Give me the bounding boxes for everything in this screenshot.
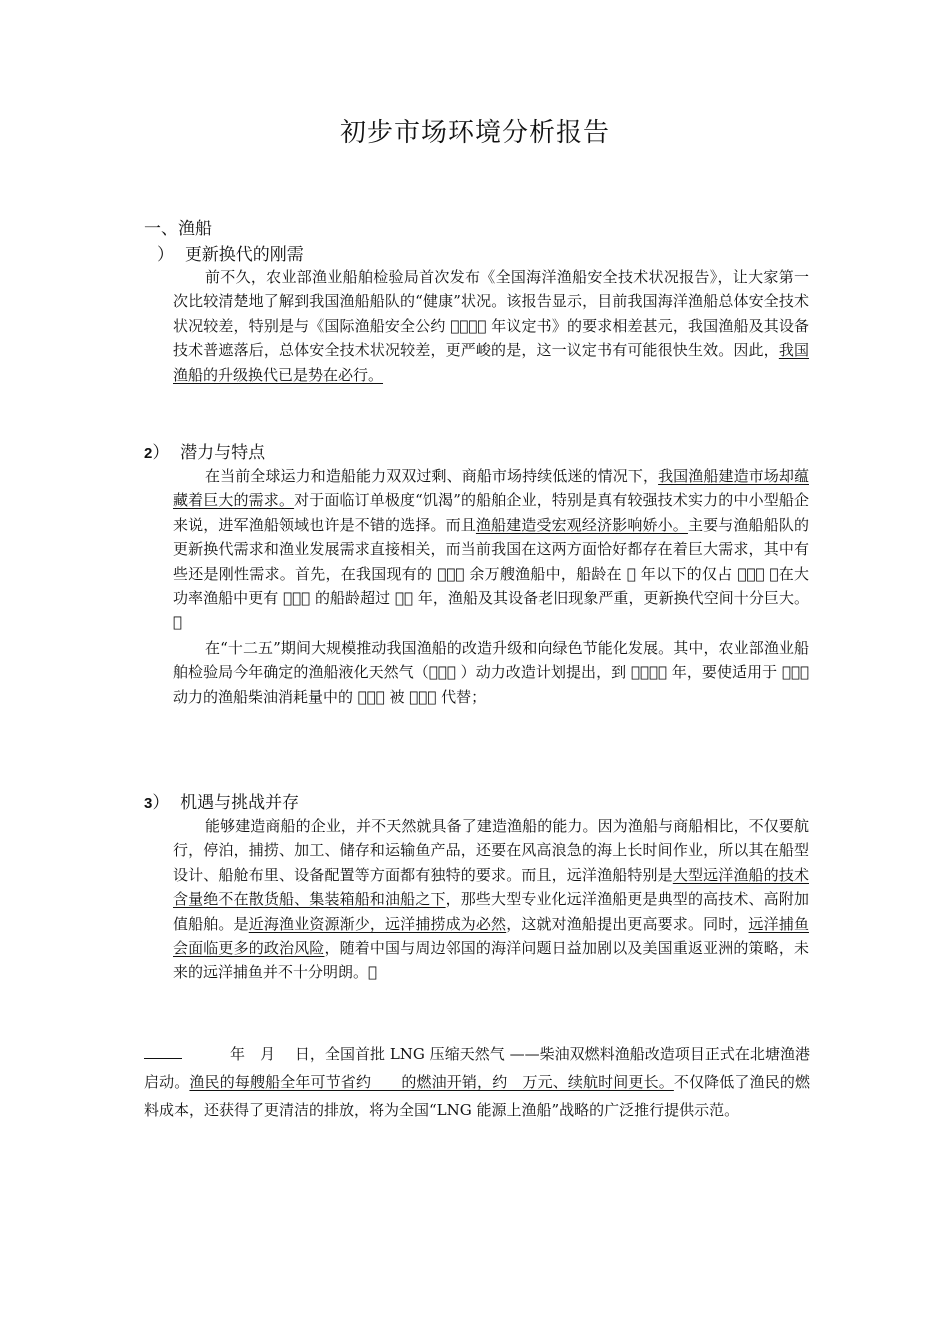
date-blank-line bbox=[144, 1043, 182, 1059]
subsection-3-paragraph bbox=[173, 814, 809, 985]
subsection-2-number: 2 bbox=[144, 445, 153, 462]
subsection-1-paragraph bbox=[173, 265, 809, 387]
subsection-1-heading bbox=[157, 240, 304, 265]
subsection-2-paragraph-2: 在“十二五”期间大规模推动我国渔船的改造升级和向绿色节能化发展。其中，农业部渔业船舶检验局今年确定的渔船液化天然气（￿￿￿ ）动力改造计划提出，到 ￿￿￿￿ 年，要使适用于 ￿￿￿ 动力的渔船柴油消耗量中的 ￿￿￿ 被 ￿￿￿ 代替； bbox=[173, 639, 809, 706]
underlined-text-run: 我国渔船建造市场却蕴藏着巨大的需求。 bbox=[173, 467, 809, 510]
section-heading-fishing-boats: 一、渔船 bbox=[144, 219, 212, 239]
underlined-text-run: 远洋捕鱼会面临更多的政治风险 bbox=[173, 914, 809, 958]
subsection-3-title: 机遇与挑战并存 bbox=[180, 793, 300, 813]
subsection-1-text: 前不久，农业部渔业船舶检验局首次发布《全国海洋渔船安全技术状况报告》，让大家第一次比较清楚地了解到我国渔船船队的“健康”状况。该报告显示，目前我国海洋渔船总体安全技术状况较差，特别是与《国际渔船安全公约 ￿￿￿￿ 年议定书》的要求相差甚元，我国渔船及其设备技术普遮落后，总体安全技术状况较差，更严峻的是，这一议定书有可能很快生效。因此， bbox=[173, 268, 809, 360]
page-title: 初步市场环境分析报告 bbox=[339, 118, 610, 148]
text-run: 对于面临订单极度“饥渴”的船舶企业，特别是真有较强技术实力的中小型船企来说，进军渔船领域也许是不错的选择。而且 bbox=[173, 491, 809, 534]
underlined-text-run: 渔船建造受宏观经济影响娇小。 bbox=[475, 515, 688, 534]
text-run: ，随着中国与周边邻国的海洋问题日益加剧以及美国重返亚洲的策略，未来的远洋捕鱼并不十分明朗。￿ bbox=[173, 939, 809, 982]
subsection-2-marker: ） bbox=[152, 443, 170, 463]
subsection-2-title: 潜力与特点 bbox=[180, 443, 266, 463]
text-run: 主要与渔船船队的更新换代需求和渔业发展需求直接相关，而当前我国在这两方面恰好都存在着巨大需求，其中有些还是刚性需求。首先，在我国现有的 ￿￿￿ 余万艘渔船中，船龄在 ￿ 年以下的仅占 ￿￿￿ ，在大功率渔船中更有 ￿￿￿ 的船龄超过 ￿￿ 年，渔船及其设备老旧现象严重，更新换代空间十分巨大。￿ bbox=[173, 515, 809, 632]
subsection-1-marker: ） bbox=[157, 245, 174, 265]
text-run: ，那些大型专业化远洋渔船更是典型的高技术、高附加值船舶。是 bbox=[173, 890, 809, 933]
subsection-2-paragraph-1 bbox=[173, 464, 809, 635]
underlined-text-run: 大型远洋渔船的技术含量绝不在散货船、集装箱船和油船之下 bbox=[173, 865, 809, 909]
subsection-1-underlined-text: 我国渔船的升级换代已是势在必行。 bbox=[173, 341, 809, 384]
underlined-text-run: 渔民的每艘船全年可节省约 的燃油开销，约 万元、续航时间更长。 bbox=[189, 1073, 674, 1091]
footer-paragraph bbox=[144, 1040, 810, 1124]
text-run: 不仅降低了渔民的燃料成本，还获得了更清洁的排放，将为全国“LNG 能源上渔船”战略的广泛推行提供示范。 bbox=[144, 1073, 810, 1119]
subsection-2-heading bbox=[144, 438, 265, 463]
subsection-3-number: 3 bbox=[144, 795, 153, 812]
subsection-1-title: 更新换代的刚需 bbox=[184, 245, 304, 265]
text-run: ，这就对渔船提出更高要求。同时， bbox=[506, 914, 749, 933]
text-run: 能够建造商船的企业，并不天然就具备了建造渔船的能力。因为渔船与商船相比，不仅要航行，停泊，捕捞、加工、储存和运输鱼产品，还要在风高浪急的海上长时间作业，所以其在船型设计、船舱布里、设备配置等方面都有独特的要求。而且，远洋渔船特别是 bbox=[173, 817, 809, 884]
underlined-text-run: 近海渔业资源渐少，远洋捕捞成为必然 bbox=[248, 914, 507, 933]
subsection-3-marker: ） bbox=[152, 793, 170, 813]
subsection-3-heading bbox=[144, 788, 299, 813]
text-run: 年 月 日，全国首批 LNG 压缩天然气 ——柴油双燃料渔船改造项目正式在北塘渔港启动。 bbox=[144, 1045, 810, 1091]
text-run: 在当前全球运力和造船能力双双过剩、商船市场持续低迷的情况下， bbox=[205, 467, 659, 485]
